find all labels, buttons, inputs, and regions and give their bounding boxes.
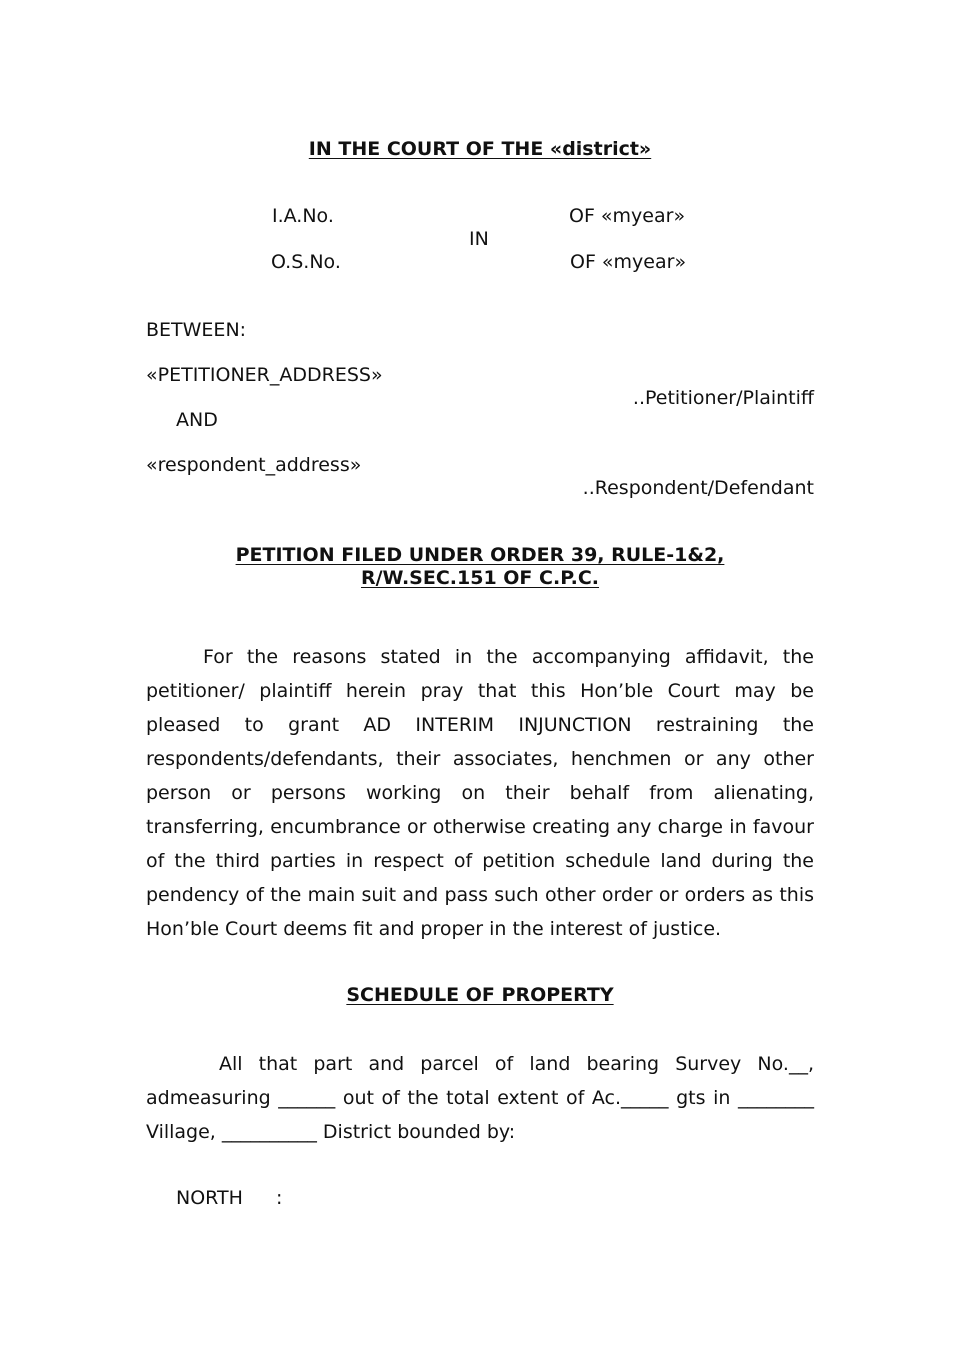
schedule-body-text: All that part and parcel of land bearing Survey No.__, admeasuring ______ out of the total extent of Ac._____ gts in ________ Village, __________ District bounded by: <box>146 1053 814 1143</box>
and-label: AND <box>176 409 218 431</box>
petition-body <box>146 640 814 946</box>
os-number-label: O.S.No. <box>271 251 341 273</box>
north-colon: : <box>276 1187 283 1209</box>
ia-number-label: I.A.No. <box>272 205 334 227</box>
ia-year: OF «myear» <box>569 205 686 227</box>
os-year: OF «myear» <box>570 251 687 273</box>
respondent-address: «respondent_address» <box>146 454 362 476</box>
between-label: BETWEEN: <box>146 319 247 341</box>
petitioner-address: «PETITIONER_ADDRESS» <box>146 364 383 386</box>
petition-body-text: For the reasons stated in the accompanying affidavit, the petitioner/ plaintiff herein pray that this Hon’ble Court may be pleased to grant AD INTERIM INJUNCTION restraining the respondents/defendants, their associates, henchmen or any other person or persons working on their behalf from alienating, transferring, encumbrance or otherwise creating any charge in favour of the third parties in respect of petition schedule land during the pendency of the main suit and pass such other order or orders as this Hon’ble Court deems fit and proper in the interest of justice. <box>146 646 814 940</box>
schedule-title: SCHEDULE OF PROPERTY <box>346 984 614 1006</box>
petition-title-line1: PETITION FILED UNDER ORDER 39, RULE-1&2, <box>235 544 725 566</box>
petition-title-line2: R/W.SEC.151 OF C.P.C. <box>360 567 600 589</box>
respondent-role: ..Respondent/Defendant <box>582 477 814 499</box>
in-label: IN <box>469 228 489 250</box>
court-title: IN THE COURT OF THE «district» <box>308 138 652 160</box>
north-label: NORTH <box>176 1187 243 1209</box>
schedule-body <box>146 1047 814 1149</box>
petitioner-role: ..Petitioner/Plaintiff <box>632 387 814 409</box>
